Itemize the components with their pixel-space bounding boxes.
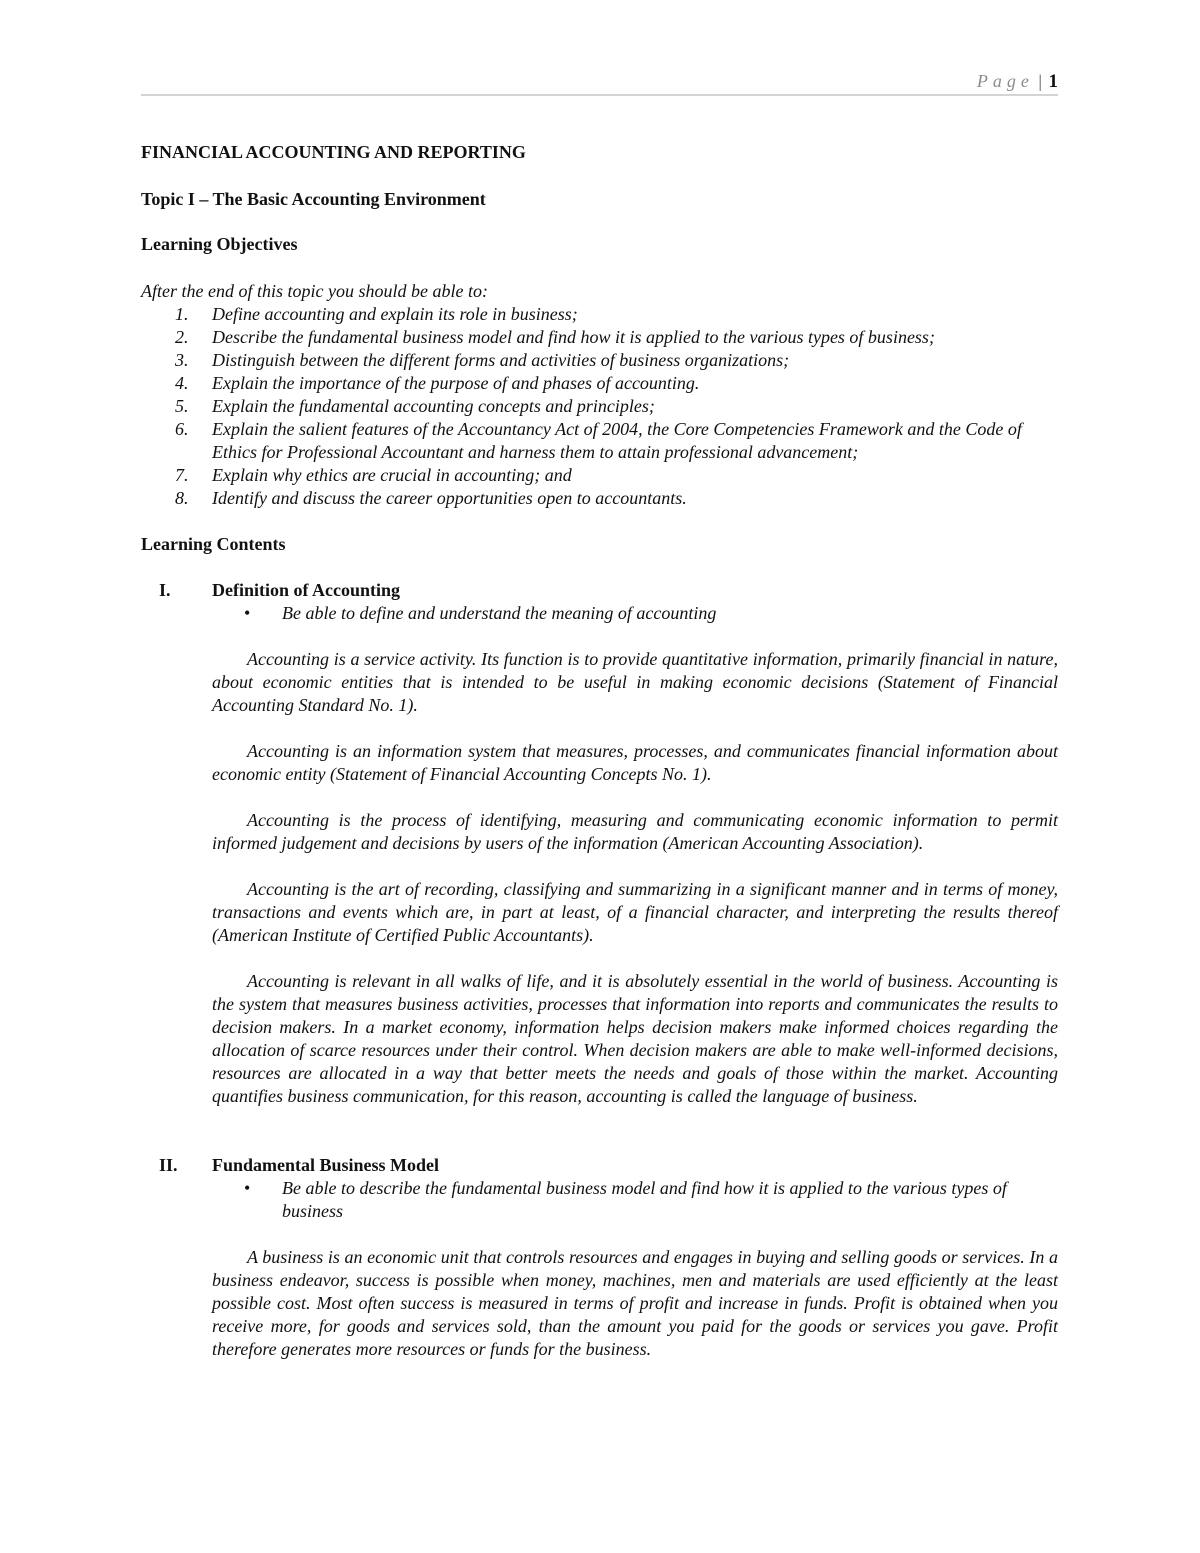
objective-number: 4. [175, 373, 189, 393]
section-numeral: II. [159, 1155, 178, 1175]
section-fundamental-business-model [141, 1154, 1058, 1361]
objective-text: Define accounting and explain its role in business; [212, 304, 578, 324]
objective-number: 3. [175, 350, 189, 370]
objective-text: Distinguish between the different forms and activities of business organizations; [212, 350, 790, 370]
learning-objectives-heading: Learning Objectives [141, 234, 298, 254]
header-divider [141, 94, 1058, 96]
page-separator: | [1038, 71, 1042, 91]
objectives-list [141, 303, 1058, 510]
objective-item [141, 326, 1058, 349]
section-paragraph: Accounting is the art of recording, classifying and summarizing in a significant manner and in terms of money, transactions and events which are, in part at least, of a financial character, and interpreting the results thereof (American Institute of Certified Public Accountants). [212, 879, 1058, 945]
section-paragraph: A business is an economic unit that controls resources and engages in buying and selling goods or services. In a business endeavor, success is possible when money, machines, men and materials are used efficiently at the least possible cost. Most often success is measured in terms of profit and increase in funds. Profit is obtained when you receive more, for goods and services sold, than the amount you paid for the goods or services you gave. Profit therefore generates more resources or funds for the business. [212, 1247, 1058, 1359]
objective-item [141, 303, 1058, 326]
page-header [141, 70, 1058, 93]
objective-text: Describe the fundamental business model and find how it is applied to the various types of business; [212, 327, 935, 347]
learning-contents-heading: Learning Contents [141, 534, 286, 554]
section-paragraph: Accounting is an information system that measures, processes, and communicates financial information about economic entity (Statement of Financial Accounting Concepts No. 1). [212, 741, 1058, 784]
page-number: 1 [1048, 71, 1058, 92]
section-definition-of-accounting [141, 579, 1058, 1108]
objective-number: 1. [175, 304, 189, 324]
objective-item [141, 349, 1058, 372]
objective-item [141, 418, 1058, 464]
section-paragraph: Accounting is a service activity. Its function is to provide quantitative information, primarily financial in nature, about economic entities that is intended to be useful in making economic decisions (Statement of Financial Accounting Standard No. 1). [212, 649, 1058, 715]
objective-item [141, 487, 1058, 510]
section-paragraph: Accounting is the process of identifying, measuring and communicating economic information to permit informed judgement and decisions by users of the information (American Accounting Association). [212, 810, 1058, 853]
objective-text: Identify and discuss the career opportunities open to accountants. [212, 488, 687, 508]
page-label: Page [976, 71, 1034, 91]
bullet-icon: • [244, 1178, 251, 1198]
section-bullet [141, 1177, 1058, 1223]
bullet-icon: • [244, 603, 251, 623]
section-title: Definition of Accounting [212, 580, 401, 600]
objective-number: 5. [175, 396, 189, 416]
objective-item [141, 464, 1058, 487]
objective-text: Explain the importance of the purpose of and phases of accounting. [212, 373, 700, 393]
section-heading [141, 579, 1058, 602]
objective-number: 6. [175, 419, 189, 439]
section-paragraph: Accounting is relevant in all walks of life, and it is absolutely essential in the world of business. Accounting is the system that measures business activities, processes that information into reports and communicates the results to decision makers. In a market economy, information helps decision makers make informed choices regarding the allocation of scarce resources under their control. When decision makers are able to make well-informed decisions, resources are allocated in a way that better meets the needs and goals of those within the market. Accounting quantifies business communication, for this reason, accounting is called the language of business. [212, 971, 1058, 1106]
topic-title: Topic I – The Basic Accounting Environment [141, 189, 486, 209]
objective-number: 2. [175, 327, 189, 347]
objectives-intro: After the end of this topic you should be able to: [141, 281, 488, 301]
document-title: FINANCIAL ACCOUNTING AND REPORTING [141, 142, 526, 162]
objective-text: Explain the fundamental accounting concepts and principles; [212, 396, 655, 416]
document-body [141, 141, 1058, 1384]
objective-text: Explain why ethics are crucial in accounting; and [212, 465, 572, 485]
objective-item [141, 395, 1058, 418]
objective-item [141, 372, 1058, 395]
objective-number: 7. [175, 465, 189, 485]
section-numeral: I. [159, 580, 171, 600]
objective-text: Explain the salient features of the Accountancy Act of 2004, the Core Competencies Framework and the Code of Ethics for Professional Accountant and harness them to attain professional advancement; [212, 419, 1022, 462]
section-bullet [141, 602, 1058, 625]
objective-number: 8. [175, 488, 189, 508]
section-heading [141, 1154, 1058, 1177]
bullet-text: Be able to define and understand the meaning of accounting [282, 603, 717, 623]
section-title: Fundamental Business Model [212, 1155, 440, 1175]
bullet-text: Be able to describe the fundamental business model and find how it is applied to the various types of business [282, 1178, 1007, 1221]
